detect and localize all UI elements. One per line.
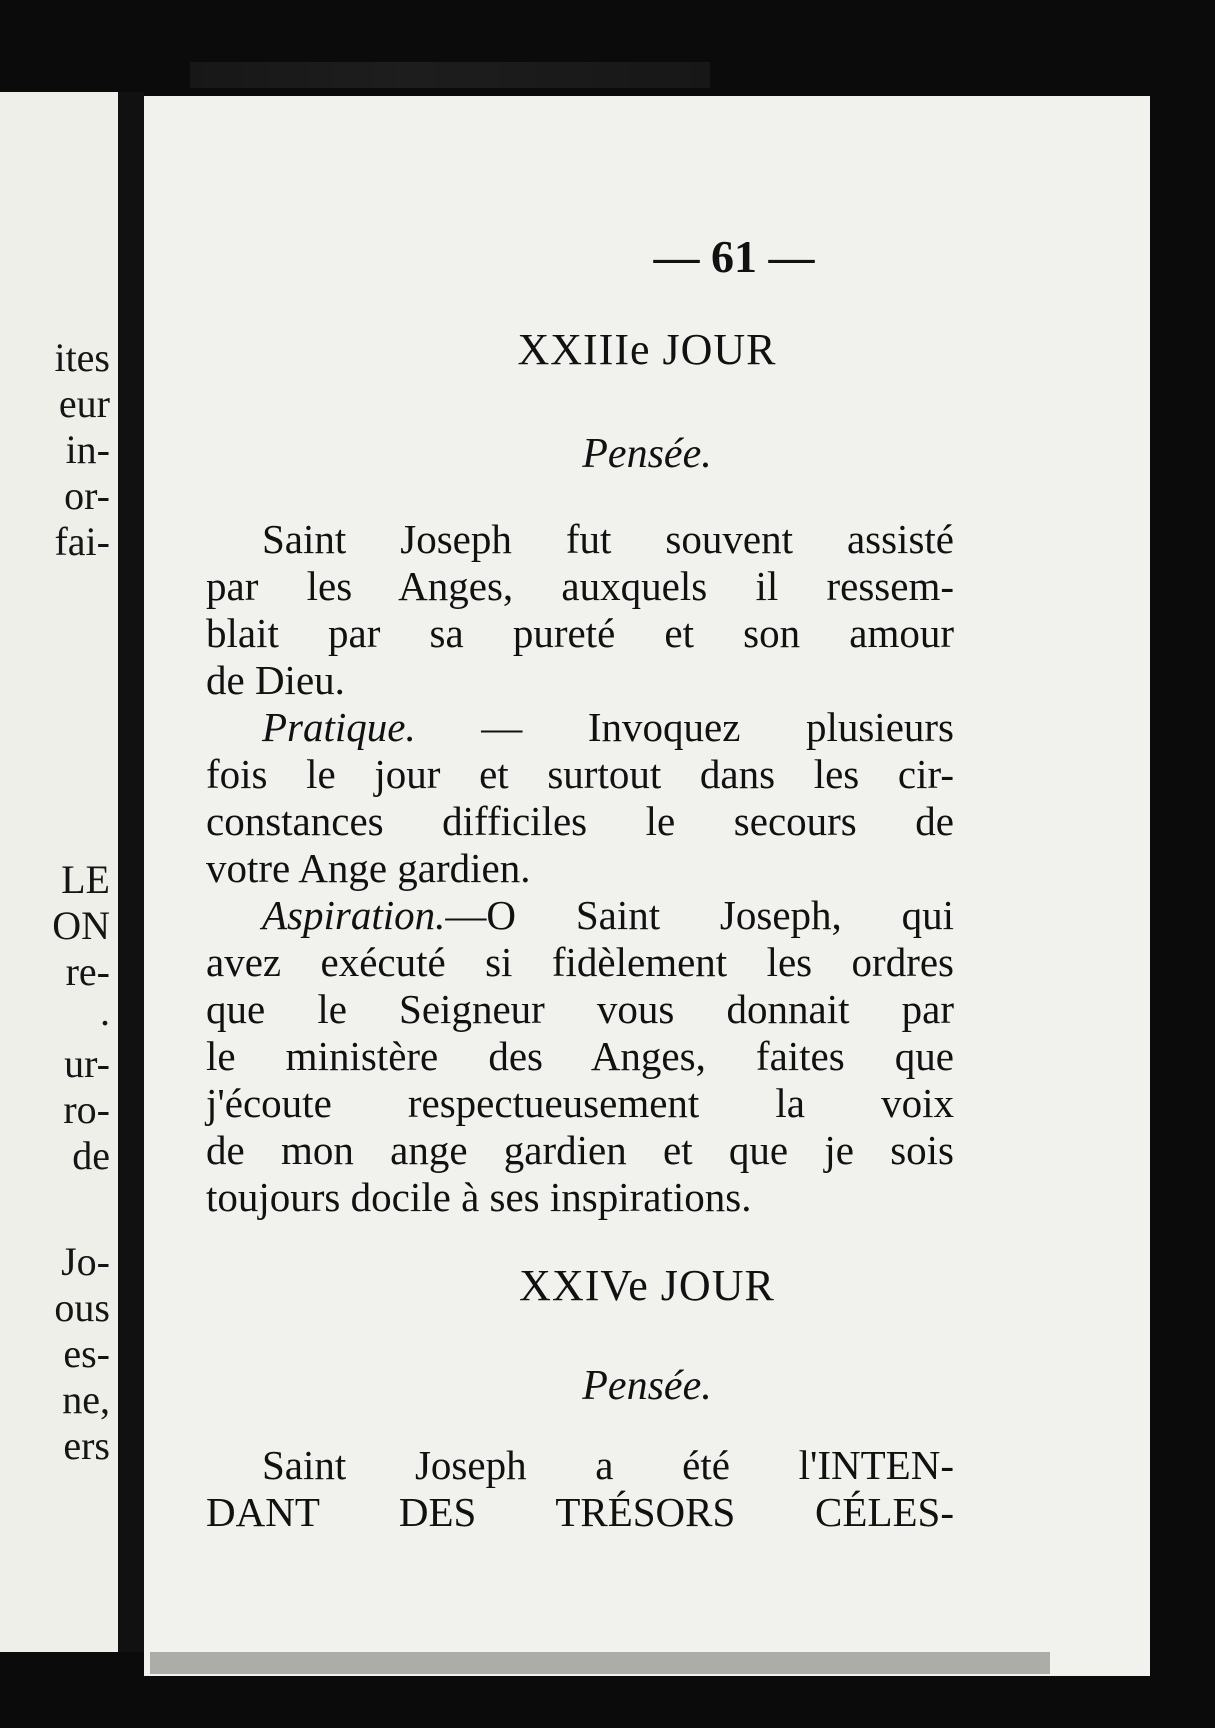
text-line-rest: —O Saint Joseph, qui (445, 892, 954, 938)
text-line: Saint Joseph a été l'INTEN- (262, 1442, 954, 1488)
left-fragment: de (72, 1133, 110, 1178)
book-spine (118, 92, 144, 1652)
day-24-thought-text (206, 1442, 954, 1536)
day-24-thought-label: Pensée. (582, 1363, 712, 1409)
day-23-title: XXIIIe JOUR (517, 325, 777, 374)
text-line-rest: — Invoquez plusieurs (481, 704, 955, 750)
day-23-thought-label: Pensée. (582, 431, 712, 477)
left-fragment: re- (65, 949, 110, 994)
practice-label: Pratique. (262, 704, 416, 750)
left-fragment: es- (63, 1331, 110, 1376)
text-line: blait par sa pureté et son amour (206, 610, 954, 656)
text-line: DANT DES TRÉSORS CÉLES- (206, 1489, 954, 1535)
left-fragment: in- (65, 427, 110, 472)
right-margin-shadow (1150, 96, 1215, 1696)
left-fragment: ne, (62, 1377, 110, 1422)
bleed-through-strip (190, 62, 710, 88)
day-23-aspiration-text (206, 892, 954, 1221)
text-line: avez exécuté si fidèlement les ordres (206, 939, 954, 985)
day-24-title: XXIVe JOUR (519, 1261, 775, 1310)
text-line: votre Ange gardien. (206, 845, 531, 891)
left-fragment: or- (64, 473, 110, 518)
left-fragment: . (100, 989, 110, 1034)
text-line: que le Seigneur vous donnait par (206, 986, 954, 1032)
text-line: fois le jour et surtout dans les cir- (206, 751, 954, 797)
left-fragment: Jo- (61, 1239, 110, 1284)
text-line: par les Anges, auxquels il ressem- (206, 563, 954, 609)
left-fragment: ur- (64, 1041, 110, 1086)
left-fragment: ous (54, 1285, 110, 1330)
left-fragment: ro- (63, 1087, 110, 1132)
bottom-edge-shadow (150, 1652, 1050, 1674)
previous-page-edge (0, 92, 118, 1652)
left-fragment: eur (58, 381, 110, 426)
text-line: le ministère des Anges, faites que (206, 1033, 954, 1079)
left-fragment: fai- (54, 519, 110, 564)
text-line: Saint Joseph fut souvent assisté (262, 516, 954, 562)
text-line: de mon ange gardien et que je sois (206, 1127, 954, 1173)
text-line (206, 704, 954, 751)
text-line: de Dieu. (206, 657, 345, 703)
left-fragment: ON (52, 903, 110, 948)
text-line: constances difficiles le secours de (206, 798, 954, 844)
page-number: — 61 — (653, 231, 815, 282)
day-23-practice-text (206, 704, 954, 892)
aspiration-label: Aspiration. (262, 892, 446, 938)
day-23-thought-text (206, 516, 954, 704)
book-page (144, 96, 1150, 1676)
text-line: j'écoute respectueusement la voix (206, 1080, 954, 1126)
text-line (206, 892, 954, 939)
text-line: toujours docile à ses inspirations. (206, 1174, 752, 1220)
left-fragment: LE (61, 857, 110, 902)
left-fragment: ites (54, 335, 110, 380)
left-fragment: ers (63, 1423, 110, 1468)
